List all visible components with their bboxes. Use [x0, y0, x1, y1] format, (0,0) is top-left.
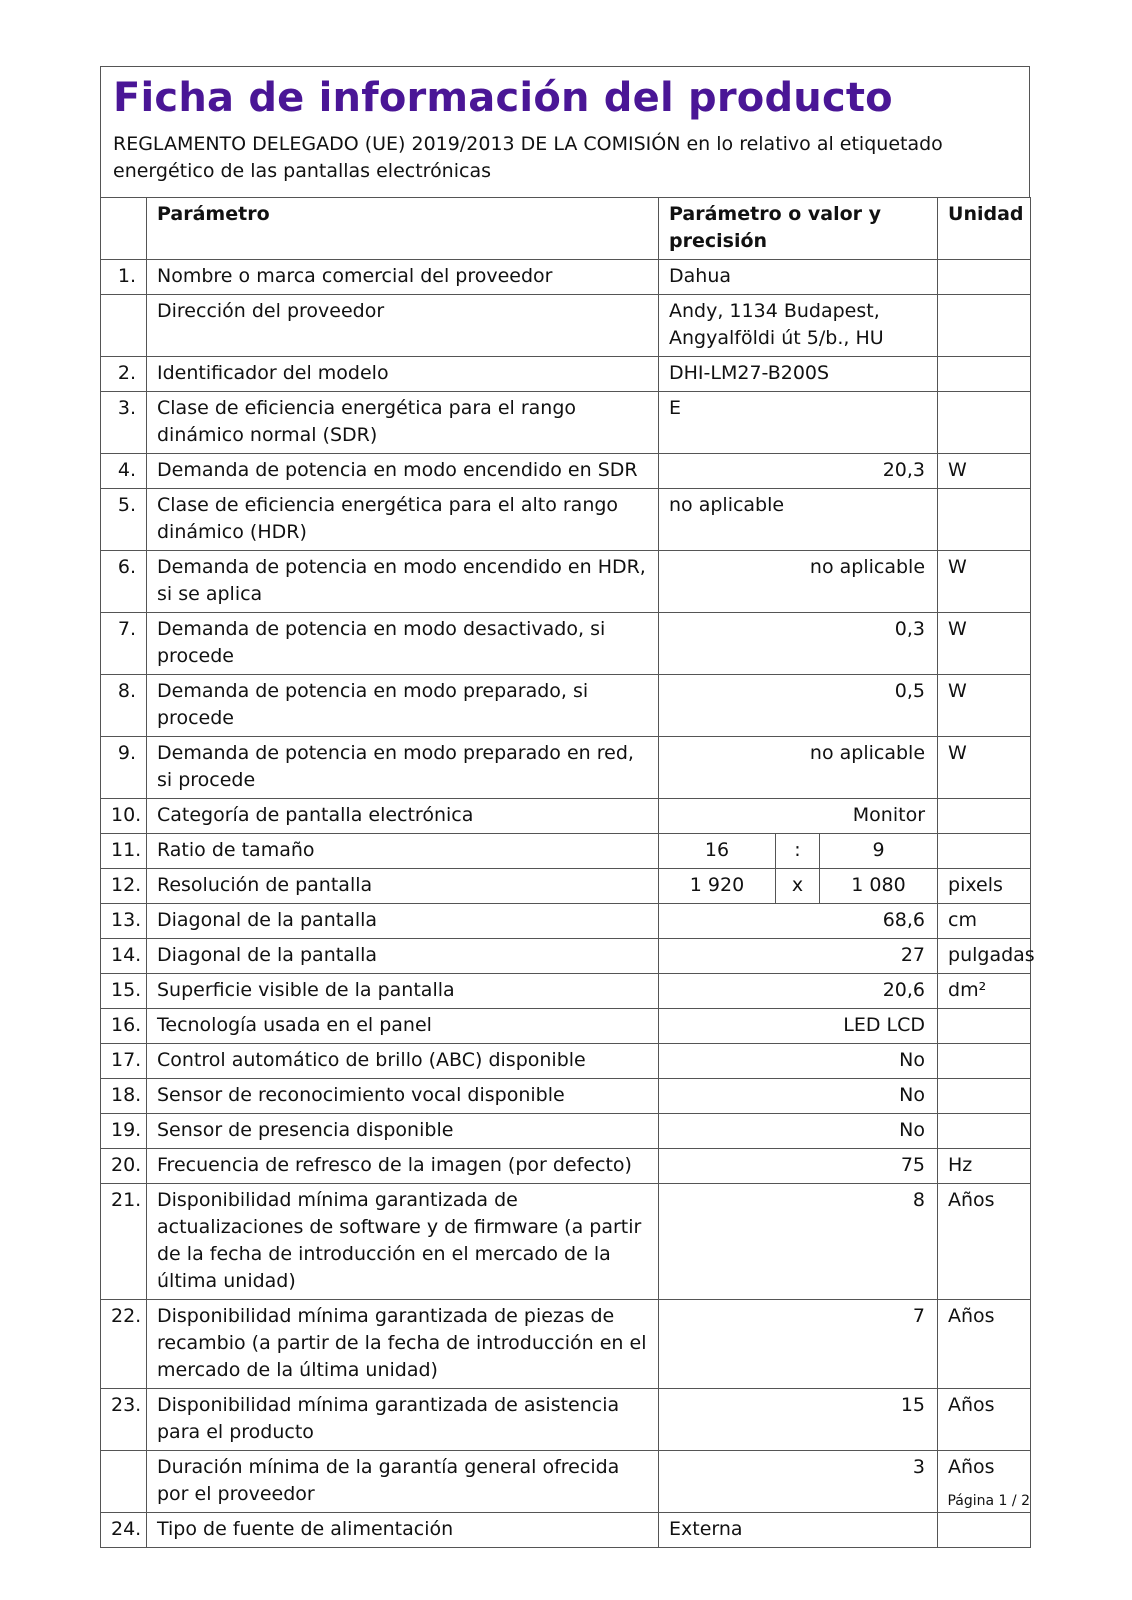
- row-number: 21.: [101, 1184, 147, 1300]
- row-unit: Años: [938, 1389, 1031, 1451]
- row-parameter: Control automático de brillo (ABC) disponible: [147, 1044, 659, 1079]
- row-number: 1.: [101, 260, 147, 295]
- row-unit: [938, 1114, 1031, 1149]
- row-number: 15.: [101, 974, 147, 1009]
- row-number: 14.: [101, 939, 147, 974]
- row-parameter: Clase de eficiencia energética para el alto rango dinámico (HDR): [147, 489, 659, 551]
- row-unit: W: [938, 613, 1031, 675]
- row-number: 16.: [101, 1009, 147, 1044]
- table-row: [101, 1300, 1031, 1389]
- row-number: 13.: [101, 904, 147, 939]
- row-parameter: Sensor de presencia disponible: [147, 1114, 659, 1149]
- row-parameter: Frecuencia de refresco de la imagen (por defecto): [147, 1149, 659, 1184]
- row-value: 0,5: [659, 675, 938, 737]
- row-parameter: Nombre o marca comercial del proveedor: [147, 260, 659, 295]
- table-row: [101, 357, 1031, 392]
- page-total: 2: [1021, 1493, 1030, 1509]
- row-number: 23.: [101, 1389, 147, 1451]
- row-parameter: Clase de eficiencia energética para el rango dinámico normal (SDR): [147, 392, 659, 454]
- table-body: [101, 260, 1035, 1548]
- table-row: [101, 737, 1031, 799]
- row-number: 3.: [101, 392, 147, 454]
- row-value: no aplicable: [659, 489, 938, 551]
- row-value: No: [659, 1114, 938, 1149]
- row-parameter: Dirección del proveedor: [147, 295, 659, 357]
- row-value: E: [659, 392, 938, 454]
- row-number: 24.: [101, 1513, 147, 1548]
- row-number: 12.: [101, 869, 147, 904]
- regulation-subtitle: REGLAMENTO DELEGADO (UE) 2019/2013 DE LA COMISIÓN en lo relativo al etiquetado energético de las pantallas electrónicas: [113, 133, 943, 182]
- row-unit: [938, 799, 1031, 834]
- row-value-separator: :: [776, 834, 820, 869]
- row-number: 9.: [101, 737, 147, 799]
- table-row: [101, 551, 1031, 613]
- row-parameter: Sensor de reconocimiento vocal disponible: [147, 1079, 659, 1114]
- header-unit: Unidad: [938, 198, 1031, 260]
- row-unit: pixels: [938, 869, 1031, 904]
- row-unit: [938, 1513, 1031, 1548]
- row-unit: [938, 392, 1031, 454]
- row-parameter: Categoría de pantalla electrónica: [147, 799, 659, 834]
- row-unit: [938, 834, 1031, 869]
- page-current: 1: [998, 1493, 1008, 1509]
- row-unit: Años: [938, 1300, 1031, 1389]
- table-row: [101, 1513, 1031, 1548]
- table-row: [101, 1044, 1031, 1079]
- page-number: Página 1 / 2: [947, 1493, 1030, 1509]
- row-parameter: Demanda de potencia en modo preparado en red, si procede: [147, 737, 659, 799]
- table-row: [101, 869, 1031, 904]
- row-parameter: Resolución de pantalla: [147, 869, 659, 904]
- row-number: 18.: [101, 1079, 147, 1114]
- row-parameter: Diagonal de la pantalla: [147, 904, 659, 939]
- row-value: DHI-LM27-B200S: [659, 357, 938, 392]
- table-row: [101, 939, 1031, 974]
- row-value: 68,6: [659, 904, 938, 939]
- row-unit: [938, 489, 1031, 551]
- row-number: 19.: [101, 1114, 147, 1149]
- row-number: 11.: [101, 834, 147, 869]
- row-parameter: Disponibilidad mínima garantizada de asistencia para el producto: [147, 1389, 659, 1451]
- row-number: [101, 1451, 147, 1513]
- table-row: [101, 489, 1031, 551]
- row-unit: cm: [938, 904, 1031, 939]
- row-parameter: Disponibilidad mínima garantizada de actualizaciones de software y de firmware (a partir de la fecha de introducción en el mercado de la última unidad): [147, 1184, 659, 1300]
- product-info-sheet: [100, 66, 1035, 1548]
- row-parameter: Demanda de potencia en modo encendido en HDR, si se aplica: [147, 551, 659, 613]
- table-row: [101, 904, 1031, 939]
- row-value: No: [659, 1079, 938, 1114]
- row-value: 3: [659, 1451, 938, 1513]
- row-number: 10.: [101, 799, 147, 834]
- row-unit: [938, 260, 1031, 295]
- row-value: 20,6: [659, 974, 938, 1009]
- table-row: [101, 1079, 1031, 1114]
- table-row: [101, 392, 1031, 454]
- page-label: Página: [947, 1493, 995, 1509]
- row-value: LED LCD: [659, 1009, 938, 1044]
- row-value: Dahua: [659, 260, 938, 295]
- row-unit: W: [938, 737, 1031, 799]
- page-title: Ficha de información del producto: [113, 75, 893, 121]
- row-parameter: Demanda de potencia en modo desactivado, si procede: [147, 613, 659, 675]
- row-unit: Hz: [938, 1149, 1031, 1184]
- row-value: 0,3: [659, 613, 938, 675]
- row-value: 15: [659, 1389, 938, 1451]
- table-row: [101, 974, 1031, 1009]
- row-unit: W: [938, 551, 1031, 613]
- row-unit: Años: [938, 1451, 1031, 1513]
- row-parameter: Tipo de fuente de alimentación: [147, 1513, 659, 1548]
- parameters-table: [100, 197, 1035, 1548]
- row-value: 7: [659, 1300, 938, 1389]
- row-value: 75: [659, 1149, 938, 1184]
- row-unit: [938, 357, 1031, 392]
- table-row: [101, 1451, 1031, 1513]
- row-parameter: Identificador del modelo: [147, 357, 659, 392]
- row-value: No: [659, 1044, 938, 1079]
- table-row: [101, 1149, 1031, 1184]
- table-row: [101, 1009, 1031, 1044]
- row-parameter: Duración mínima de la garantía general ofrecida por el proveedor: [147, 1451, 659, 1513]
- table-row: [101, 260, 1031, 295]
- table-row: [101, 1184, 1031, 1300]
- table-row: [101, 799, 1031, 834]
- row-value-b: 1 080: [820, 869, 938, 904]
- row-value: Monitor: [659, 799, 938, 834]
- row-number: 8.: [101, 675, 147, 737]
- row-value-a: 16: [659, 834, 776, 869]
- row-unit: [938, 1079, 1031, 1114]
- table-row: [101, 295, 1031, 357]
- row-parameter: Tecnología usada en el panel: [147, 1009, 659, 1044]
- row-number: 5.: [101, 489, 147, 551]
- row-number: 2.: [101, 357, 147, 392]
- row-number: 22.: [101, 1300, 147, 1389]
- row-number: 20.: [101, 1149, 147, 1184]
- row-parameter: Demanda de potencia en modo encendido en SDR: [147, 454, 659, 489]
- row-value: 27: [659, 939, 938, 974]
- row-value: no aplicable: [659, 737, 938, 799]
- table-row: [101, 675, 1031, 737]
- sheet-header: [100, 66, 1030, 197]
- row-unit: [938, 295, 1031, 357]
- row-value-separator: x: [776, 869, 820, 904]
- row-parameter: Diagonal de la pantalla: [147, 939, 659, 974]
- row-number: 17.: [101, 1044, 147, 1079]
- header-number: [101, 198, 147, 260]
- row-value: Externa: [659, 1513, 938, 1548]
- row-value: 20,3: [659, 454, 938, 489]
- row-unit: pulgadas: [938, 939, 1031, 974]
- row-parameter: Superficie visible de la pantalla: [147, 974, 659, 1009]
- row-unit: W: [938, 454, 1031, 489]
- row-value-b: 9: [820, 834, 938, 869]
- row-number: 7.: [101, 613, 147, 675]
- table-row: [101, 834, 1031, 869]
- row-parameter: Ratio de tamaño: [147, 834, 659, 869]
- row-unit: Años: [938, 1184, 1031, 1300]
- row-number: 4.: [101, 454, 147, 489]
- row-unit: W: [938, 675, 1031, 737]
- row-parameter: Disponibilidad mínima garantizada de piezas de recambio (a partir de la fecha de introducción en el mercado de la última unidad): [147, 1300, 659, 1389]
- header-parameter: Parámetro: [147, 198, 659, 260]
- table-row: [101, 1389, 1031, 1451]
- row-value: Andy, 1134 Budapest, Angyalföldi út 5/b., HU: [659, 295, 938, 357]
- row-number: [101, 295, 147, 357]
- row-unit: [938, 1009, 1031, 1044]
- header-value: Parámetro o valor y precisión: [659, 198, 938, 260]
- table-header-row: [101, 198, 1031, 260]
- row-unit: [938, 1044, 1031, 1079]
- row-value: no aplicable: [659, 551, 938, 613]
- row-number: 6.: [101, 551, 147, 613]
- row-value-a: 1 920: [659, 869, 776, 904]
- table-row: [101, 1114, 1031, 1149]
- table-row: [101, 613, 1031, 675]
- row-unit: dm²: [938, 974, 1031, 1009]
- row-value: 8: [659, 1184, 938, 1300]
- row-parameter: Demanda de potencia en modo preparado, si procede: [147, 675, 659, 737]
- table-row: [101, 454, 1031, 489]
